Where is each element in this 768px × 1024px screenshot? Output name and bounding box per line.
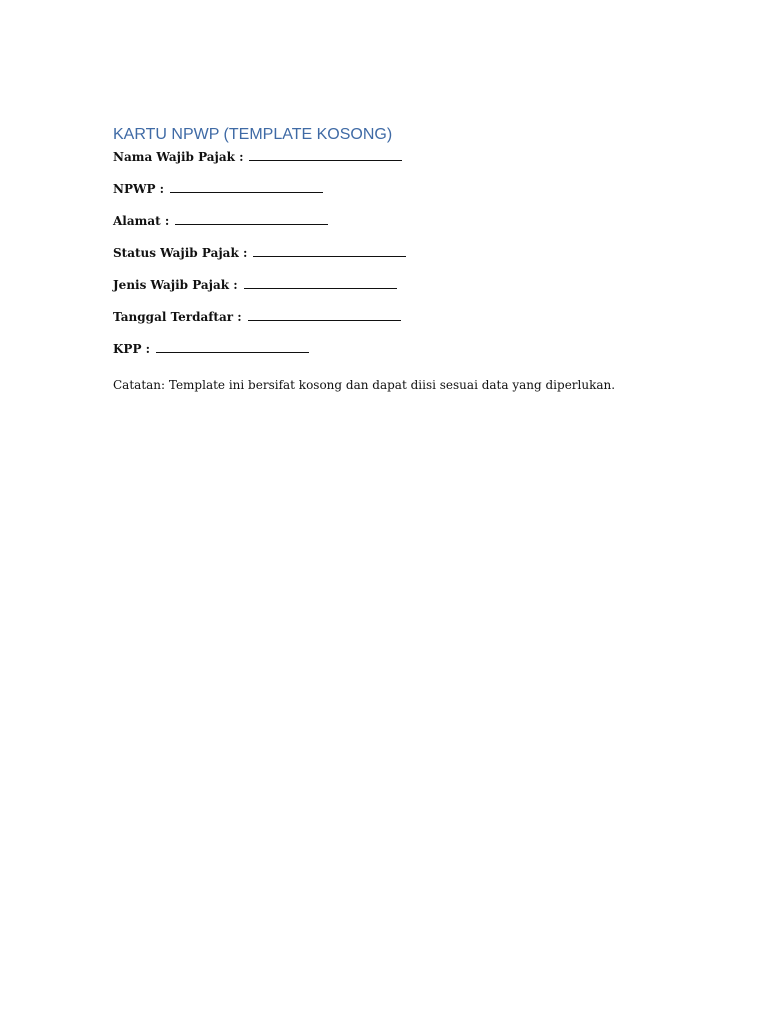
field-npwp xyxy=(113,181,673,197)
blank-line[interactable] xyxy=(253,245,406,257)
field-label: Nama Wajib Pajak : xyxy=(113,150,244,164)
field-label: Jenis Wajib Pajak : xyxy=(113,278,238,292)
field-jenis-wajib-pajak xyxy=(113,277,673,293)
form-fields xyxy=(113,149,673,357)
field-nama-wajib-pajak xyxy=(113,149,673,165)
field-alamat xyxy=(113,213,673,229)
blank-line[interactable] xyxy=(249,149,402,161)
field-label: Alamat : xyxy=(113,214,170,228)
blank-line[interactable] xyxy=(170,181,323,193)
document-title: KARTU NPWP (TEMPLATE KOSONG) xyxy=(113,126,393,143)
blank-line[interactable] xyxy=(156,341,309,353)
blank-line[interactable] xyxy=(175,213,328,225)
document-note: Catatan: Template ini bersifat kosong dan dapat diisi sesuai data yang diperlukan. xyxy=(113,378,616,392)
field-label: NPWP : xyxy=(113,182,165,196)
blank-line[interactable] xyxy=(248,309,401,321)
field-status-wajib-pajak xyxy=(113,245,673,261)
field-kpp xyxy=(113,341,673,357)
field-tanggal-terdaftar xyxy=(113,309,673,325)
field-label: Tanggal Terdaftar : xyxy=(113,310,242,324)
field-label: KPP : xyxy=(113,342,151,356)
document-content xyxy=(113,124,673,393)
blank-line[interactable] xyxy=(244,277,397,289)
field-label: Status Wajib Pajak : xyxy=(113,246,248,260)
